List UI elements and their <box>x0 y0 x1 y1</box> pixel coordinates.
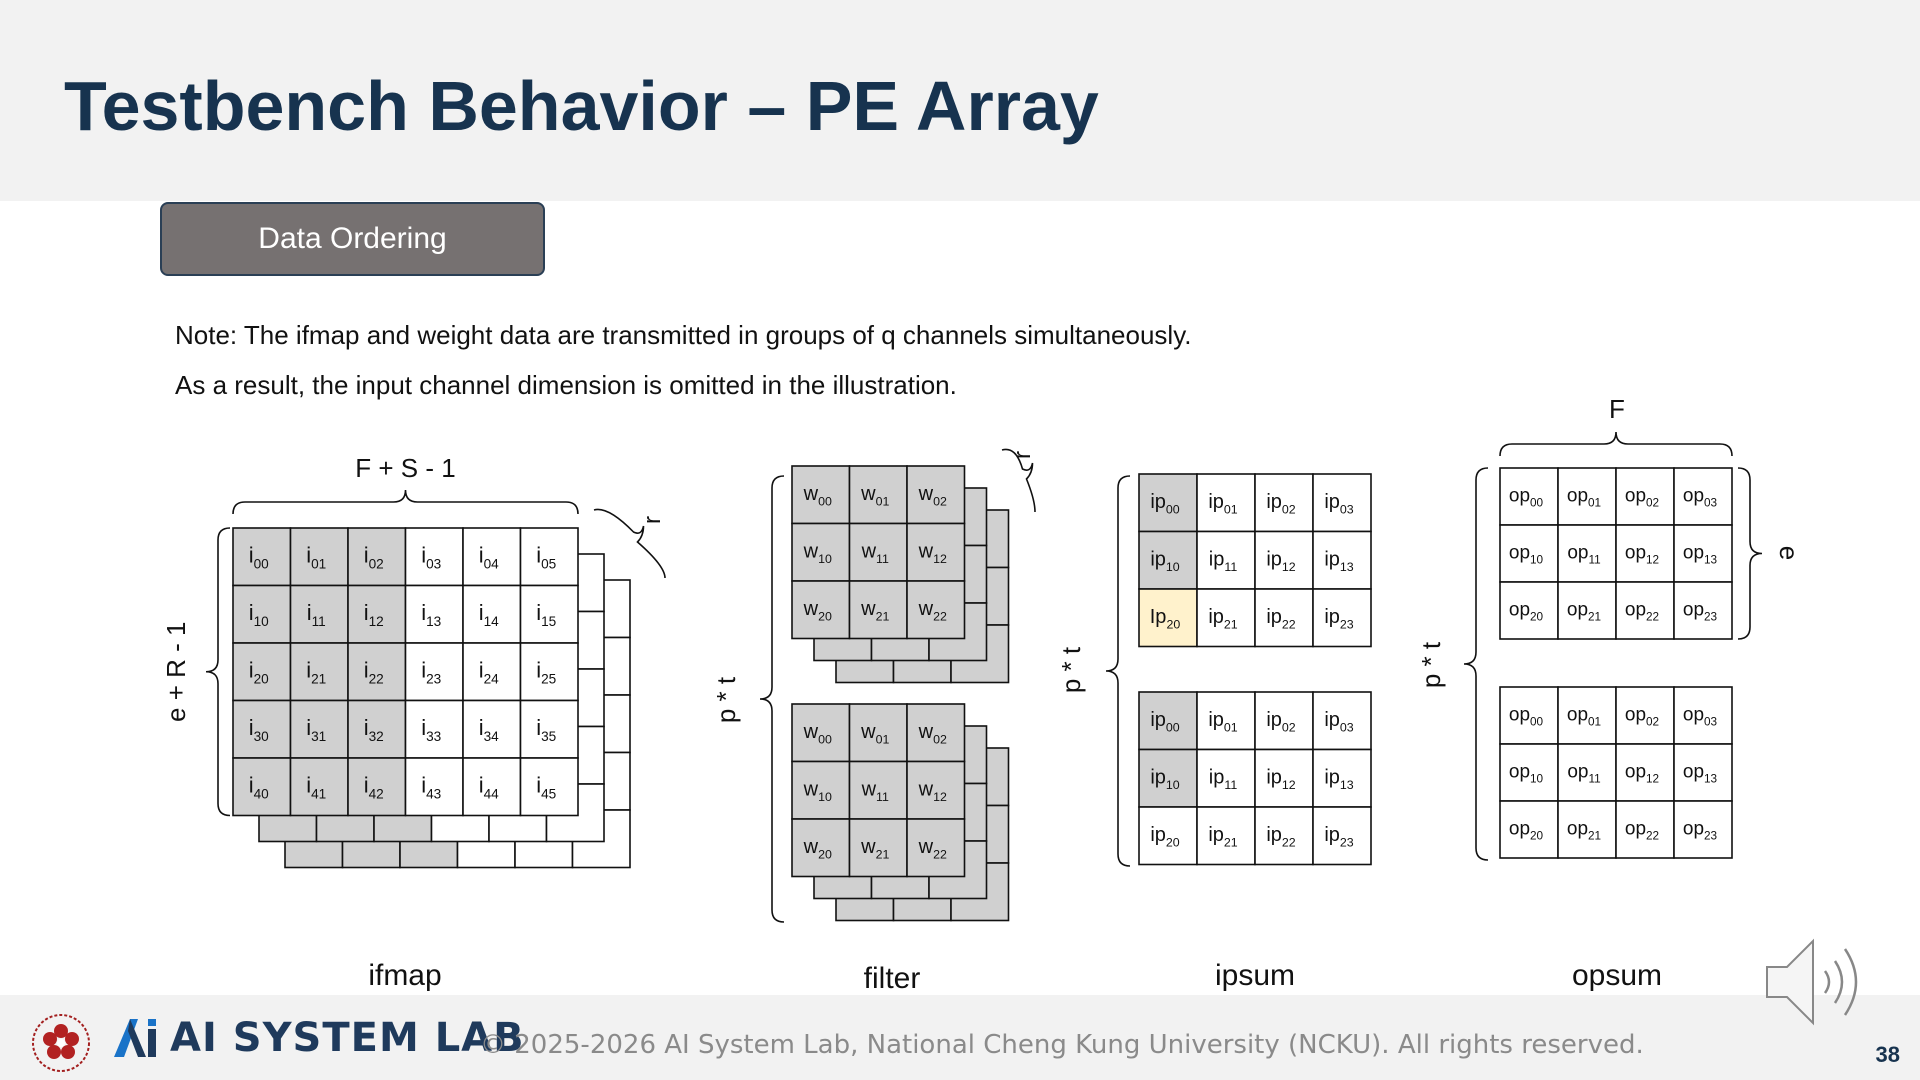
opsum-group-2-label: $op_{22}$ <box>1624 818 1660 843</box>
ipsum-group-2-label: $ip_{23}$ <box>1324 823 1354 850</box>
ipsum-group-2-label: $ip_{13}$ <box>1324 766 1354 792</box>
opsum-group-1-label: $op_{10}$ <box>1508 542 1544 567</box>
ifmap-label: $i_{05}$ <box>536 542 557 572</box>
opsum-group-1-label: $op_{23}$ <box>1682 599 1718 624</box>
ifmap-label: $i_{34}$ <box>478 714 499 744</box>
filter-group-1-label: $w_{11}$ <box>861 540 889 566</box>
opsum-group-1-label: $op_{03}$ <box>1682 485 1718 510</box>
filter-group-2-label: $w_{00}$ <box>803 720 832 747</box>
data-ordering-badge: Data Ordering <box>160 202 545 276</box>
ifmap-label: $i_{11}$ <box>306 599 326 629</box>
filter-group-2-label: $w_{02}$ <box>918 720 947 747</box>
ifmap-label: $i_{33}$ <box>421 714 442 744</box>
opsum-group-1-label: $op_{21}$ <box>1566 599 1602 624</box>
filter-group-1-label: $w_{01}$ <box>861 482 890 509</box>
ipsum-group-2-label: $ip_{10}$ <box>1150 766 1180 792</box>
ifmap-label: $i_{45}$ <box>536 772 557 802</box>
ifmap-depth-label: r <box>639 516 666 524</box>
ifmap-label: $i_{25}$ <box>536 657 557 687</box>
filter-group-1-label: $w_{21}$ <box>861 597 890 624</box>
ifmap-label: $i_{42}$ <box>363 772 384 802</box>
ifmap-label: $i_{35}$ <box>536 714 557 744</box>
ipsum-group-2-label: $ip_{11}$ <box>1208 766 1238 792</box>
opsum-group-1-label: $op_{22}$ <box>1624 599 1660 624</box>
ipsum-group-2-label: $ip_{21}$ <box>1208 823 1238 850</box>
slide-title: Testbench Behavior – PE Array <box>64 67 1099 145</box>
filter-caption: filter <box>863 962 921 995</box>
filter-depth-label: r <box>1009 451 1036 459</box>
ifmap-label: $i_{44}$ <box>478 772 499 802</box>
ifmap-label: $i_{23}$ <box>421 657 442 687</box>
ipsum-group-2-label: $ip_{22}$ <box>1266 823 1296 850</box>
ifmap-label: $i_{13}$ <box>421 599 442 629</box>
ipsum-height-brace <box>1106 476 1130 866</box>
filter-group-1-label: $w_{10}$ <box>803 540 832 566</box>
brand-name: AI SYSTEM LAB <box>170 1015 525 1061</box>
filter-group-1-label: $w_{12}$ <box>918 540 947 566</box>
ifmap-label: $i_{02}$ <box>363 542 384 572</box>
opsum-group-2-label: $op_{13}$ <box>1682 761 1718 786</box>
opsum-depth-label: e <box>1774 545 1804 561</box>
ifmap-label: $i_{40}$ <box>248 772 269 802</box>
opsum-group-1-label: $op_{02}$ <box>1624 485 1660 510</box>
ifmap-label: $i_{30}$ <box>248 714 269 744</box>
ipsum-group-1-label: $Ip_{20}$ <box>1149 605 1181 632</box>
filter-height-label: p * t <box>711 676 741 724</box>
ipsum-group-2-label: $ip_{01}$ <box>1208 708 1238 735</box>
ifmap-label: $i_{43}$ <box>421 772 442 802</box>
opsum-width-brace <box>1500 432 1732 456</box>
ipsum-group-1-label: $ip_{21}$ <box>1208 605 1238 632</box>
filter-group-2-label: $w_{01}$ <box>861 720 890 747</box>
speaker-icon[interactable] <box>1765 935 1875 1035</box>
ifmap-label: $i_{03}$ <box>421 542 442 572</box>
ipsum-group-1-label: $ip_{13}$ <box>1324 548 1354 574</box>
copyright-text: © 2025-2026 AI System Lab, National Cheng Kung University (NCKU). All rights reserved. <box>480 1030 1644 1060</box>
opsum-group-1-label: $op_{20}$ <box>1508 599 1544 624</box>
ipsum-group-2-label: $ip_{02}$ <box>1266 708 1296 735</box>
filter-group-1-label: $w_{20}$ <box>803 597 832 624</box>
ifmap-label: $i_{20}$ <box>248 657 269 687</box>
opsum-caption: opsum <box>1571 959 1663 992</box>
note-line-2: As a result, the input channel dimension is omitted in the illustration. <box>175 370 957 400</box>
opsum-group-2-label: $op_{11}$ <box>1567 761 1601 786</box>
opsum-group-1-label: $op_{01}$ <box>1566 485 1602 510</box>
opsum-group-2-label: $op_{12}$ <box>1624 761 1660 786</box>
note-line-1: Note: The ifmap and weight data are transmitted in groups of q channels simultaneously. <box>175 320 1192 350</box>
filter-height-brace <box>760 476 784 922</box>
ipsum-height-label: p * t <box>1056 646 1086 694</box>
ifmap-label: $i_{41}$ <box>306 772 327 802</box>
filter-group-2-label: $w_{22}$ <box>918 835 947 862</box>
ifmap-label: $i_{12}$ <box>363 599 384 629</box>
opsum-depth-brace <box>1738 468 1762 639</box>
ipsum-group-2-label: $ip_{00}$ <box>1150 708 1180 735</box>
ifmap-label: $i_{22}$ <box>363 657 384 687</box>
ipsum-group-1-label: $ip_{03}$ <box>1324 490 1354 517</box>
opsum-group-1-label: $op_{00}$ <box>1508 485 1544 510</box>
ai-logo-icon <box>110 1015 162 1061</box>
ifmap-label: $i_{31}$ <box>306 714 327 744</box>
ifmap-label: $i_{14}$ <box>478 599 499 629</box>
ipsum-group-1-label: $ip_{12}$ <box>1266 548 1296 574</box>
opsum-height-brace <box>1464 468 1488 860</box>
ifmap-label: $i_{00}$ <box>248 542 269 572</box>
ipsum-group-2-label: $ip_{12}$ <box>1266 766 1296 792</box>
ai-system-lab-logo <box>110 1015 525 1061</box>
ifmap-label: $i_{01}$ <box>306 542 327 572</box>
ipsum-group-1-label: $ip_{22}$ <box>1266 605 1296 632</box>
opsum-group-2-label: $op_{01}$ <box>1566 704 1602 729</box>
opsum-group-2-label: $op_{10}$ <box>1508 761 1544 786</box>
ifmap-width-label: F + S - 1 <box>355 453 456 483</box>
filter-group-2-label: $w_{20}$ <box>803 835 832 862</box>
opsum-group-2-label: $op_{23}$ <box>1682 818 1718 843</box>
ifmap-height-label: e + R - 1 <box>161 621 191 722</box>
ipsum-group-1-label: $ip_{11}$ <box>1208 548 1238 574</box>
filter-group-2-label: $w_{11}$ <box>861 778 889 804</box>
filter-group-2-label: $w_{10}$ <box>803 778 832 804</box>
opsum-width-label: F <box>1609 394 1625 424</box>
ifmap-label: $i_{32}$ <box>363 714 384 744</box>
opsum-group-1-label: $op_{11}$ <box>1567 542 1601 567</box>
ifmap-label: $i_{15}$ <box>536 599 557 629</box>
ifmap-label: $i_{24}$ <box>478 657 499 687</box>
ipsum-group-1-label: $ip_{01}$ <box>1208 490 1238 517</box>
ipsum-caption: ipsum <box>1214 959 1296 992</box>
ifmap-label: $i_{04}$ <box>478 542 499 572</box>
ipsum-group-1-label: $ip_{02}$ <box>1266 490 1296 517</box>
ncku-emblem <box>30 1012 92 1079</box>
ipsum-group-1-label: $ip_{10}$ <box>1150 548 1180 574</box>
opsum-height-label: p * t <box>1416 641 1446 689</box>
filter-group-1-label: $w_{00}$ <box>803 482 832 509</box>
ifmap-label: $i_{21}$ <box>306 657 327 687</box>
ifmap-width-brace <box>233 490 578 514</box>
opsum-group-2-label: $op_{02}$ <box>1624 704 1660 729</box>
opsum-group-2-label: $op_{00}$ <box>1508 704 1544 729</box>
opsum-group-2-label: $op_{20}$ <box>1508 818 1544 843</box>
filter-group-2-label: $w_{12}$ <box>918 778 947 804</box>
opsum-group-2-label: $op_{03}$ <box>1682 704 1718 729</box>
ipsum-group-2-label: $ip_{20}$ <box>1150 823 1180 850</box>
ipsum-group-2-label: $ip_{03}$ <box>1324 708 1354 735</box>
filter-group-1-label: $w_{22}$ <box>918 597 947 624</box>
opsum-group-1-label: $op_{13}$ <box>1682 542 1718 567</box>
opsum-group-2-label: $op_{21}$ <box>1566 818 1602 843</box>
filter-group-1-label: $w_{02}$ <box>918 482 947 509</box>
ifmap-height-brace <box>206 528 230 816</box>
ipsum-group-1-label: $ip_{00}$ <box>1150 490 1180 517</box>
ifmap-label: $i_{10}$ <box>248 599 269 629</box>
ifmap-caption: ifmap <box>368 959 442 992</box>
page-number: 38 <box>1875 1042 1900 1067</box>
filter-group-2-label: $w_{21}$ <box>861 835 890 862</box>
ipsum-group-1-label: $ip_{23}$ <box>1324 605 1354 632</box>
opsum-group-1-label: $op_{12}$ <box>1624 542 1660 567</box>
